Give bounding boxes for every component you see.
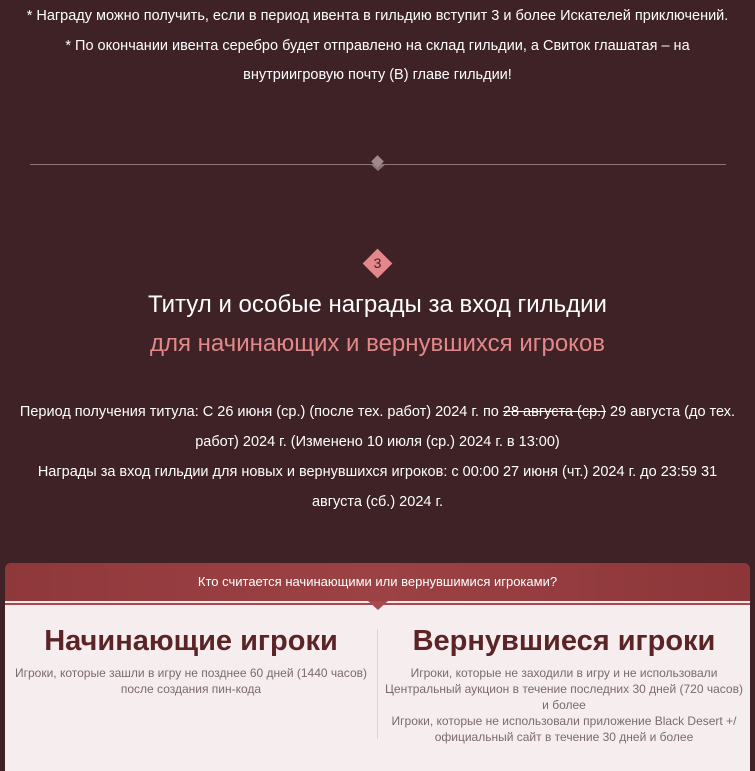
title-period-old-date: 28 августа (ср.) (502, 404, 607, 420)
card-header-pointer (368, 601, 388, 610)
title-period-suffix: 29 августа (до тех. (606, 404, 736, 420)
new-players-desc-line: Игроки, которые зашли в игру не позднее 60 дней (1440 часов) (15, 666, 367, 680)
new-players-desc-line: после создания пин-кода (120, 682, 262, 696)
section-title: Титул и особые награды за вход гильдии (148, 291, 607, 318)
title-period-line (0, 397, 755, 427)
rewards-period-line-cont: августа (сб.) 2024 г. (311, 494, 444, 510)
note-guild-join: * Награду можно получить, если в период ивента в гильдию вступит 3 и более Искателей приключений. (26, 8, 729, 24)
period-info (0, 397, 755, 517)
returning-players-desc-line: Центральный аукцион в течение последних 30 дней (720 часов) (385, 682, 743, 696)
returning-players-desc-line: Игроки, которые не использовали приложение Black Desert +/ (391, 714, 737, 728)
new-players-column (5, 623, 377, 697)
returning-players-desc-line: официальный сайт в течение 30 дней и более (434, 730, 694, 744)
note-silver-delivery-cont: внутриигровую почту (B) главе гильдии! (243, 67, 512, 83)
returning-players-desc-line: Игроки, которые не заходили в игру и не использовали (410, 666, 718, 680)
returning-players-desc-line: и более (542, 698, 586, 712)
event-notes (0, 0, 755, 91)
section-number-badge (363, 249, 392, 278)
title-period-line-cont: работ) 2024 г. (Изменено 10 июля (ср.) 2024 г. в 13:00) (195, 434, 560, 450)
card-header: Кто считается начинающими или вернувшимися игроками? (5, 563, 750, 601)
title-period-prefix: Период получения титула: С 26 июня (ср.) (после тех. работ) 2024 г. по (19, 404, 503, 420)
returning-players-description (378, 665, 750, 745)
returning-players-column (378, 623, 750, 745)
note-silver-delivery: * По окончании ивента серебро будет отправлено на склад гильдии, а Свиток глашатая – на (65, 37, 690, 54)
rewards-period-line: Награды за вход гильдии для новых и вернувшихся игроков: с 00:00 27 июня (чт.) 2024 г. до 23:59 31 (37, 464, 718, 480)
returning-players-title: Вернувшиеся игроки (412, 625, 716, 657)
new-players-description (5, 665, 377, 697)
new-players-title: Начинающие игроки (44, 625, 338, 657)
player-types-card (5, 563, 750, 771)
section-subtitle: для начинающих и вернувшихся игроков (149, 330, 606, 357)
card-body (5, 605, 750, 771)
section-number: 3 (373, 255, 382, 271)
